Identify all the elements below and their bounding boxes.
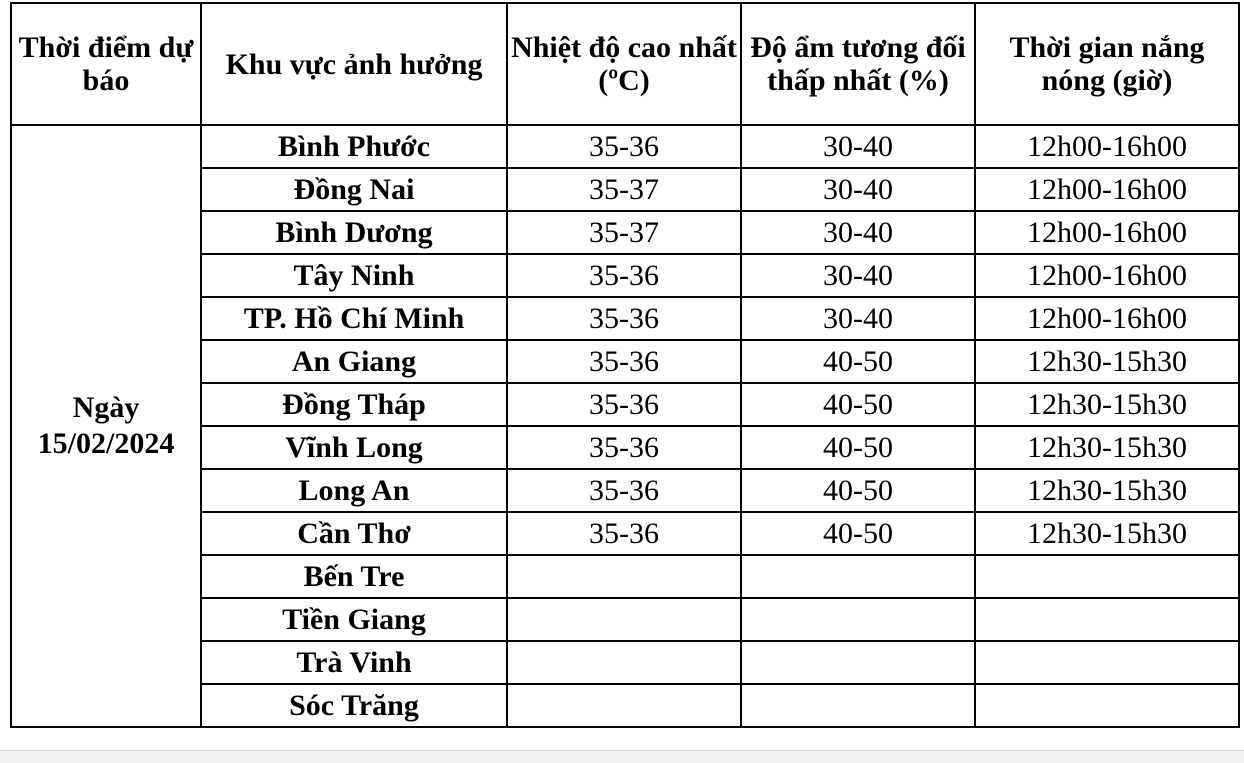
heat-duration-cell: 12h30-15h30 [975,340,1239,383]
heat-duration-cell: 12h30-15h30 [975,426,1239,469]
region-cell: Bình Phước [201,125,507,168]
heat-duration-cell: 12h00-16h00 [975,125,1239,168]
table-body [11,125,1239,727]
header-affected-area: Khu vực ảnh hưởng [201,3,507,125]
min-humidity-cell: 30-40 [741,211,975,254]
heat-duration-cell: 12h30-15h30 [975,383,1239,426]
min-humidity-cell: 40-50 [741,340,975,383]
heat-duration-cell: 12h00-16h00 [975,254,1239,297]
header-heat-duration: Thời gian nắng nóng (giờ) [975,3,1239,125]
min-humidity-cell: 40-50 [741,469,975,512]
min-humidity-cell [741,684,975,727]
max-temperature-cell [507,555,741,598]
min-humidity-cell: 40-50 [741,426,975,469]
heat-duration-cell [975,684,1239,727]
max-temperature-cell: 35-36 [507,297,741,340]
min-humidity-cell: 30-40 [741,254,975,297]
region-cell: Long An [201,469,507,512]
min-humidity-cell [741,641,975,684]
heat-duration-cell: 12h00-16h00 [975,168,1239,211]
min-humidity-cell [741,598,975,641]
max-temperature-cell: 35-36 [507,383,741,426]
table-row [11,125,1239,168]
region-cell: Cần Thơ [201,512,507,555]
region-cell: An Giang [201,340,507,383]
min-humidity-cell: 30-40 [741,125,975,168]
heat-duration-cell [975,598,1239,641]
region-cell: Bến Tre [201,555,507,598]
heat-duration-cell [975,641,1239,684]
heat-duration-cell [975,555,1239,598]
max-temperature-cell: 35-36 [507,469,741,512]
min-humidity-cell [741,555,975,598]
bottom-scroll-strip [0,750,1244,763]
header-min-humidity: Độ ẩm tương đối thấp nhất (%) [741,3,975,125]
region-cell: Tiền Giang [201,598,507,641]
heat-duration-cell: 12h00-16h00 [975,297,1239,340]
max-temperature-cell: 35-36 [507,512,741,555]
table-header-row [11,3,1239,125]
min-humidity-cell: 30-40 [741,297,975,340]
max-temperature-cell: 35-36 [507,426,741,469]
region-cell: Đồng Nai [201,168,507,211]
max-temperature-cell [507,641,741,684]
max-temperature-cell [507,684,741,727]
max-temperature-cell: 35-36 [507,340,741,383]
max-temperature-cell: 35-37 [507,211,741,254]
max-temperature-cell: 35-36 [507,254,741,297]
min-humidity-cell: 40-50 [741,383,975,426]
max-temperature-cell: 35-36 [507,125,741,168]
max-temperature-cell [507,598,741,641]
heat-duration-cell: 12h00-16h00 [975,211,1239,254]
region-cell: Vĩnh Long [201,426,507,469]
heat-forecast-table [10,2,1240,728]
forecast-date-cell: Ngày 15/02/2024 [11,125,201,727]
heat-duration-cell: 12h30-15h30 [975,469,1239,512]
min-humidity-cell: 40-50 [741,512,975,555]
region-cell: Bình Dương [201,211,507,254]
heat-duration-cell: 12h30-15h30 [975,512,1239,555]
region-cell: Đồng Tháp [201,383,507,426]
region-cell: Trà Vinh [201,641,507,684]
header-max-temperature: Nhiệt độ cao nhất (ºC) [507,3,741,125]
region-cell: TP. Hồ Chí Minh [201,297,507,340]
header-forecast-time: Thời điểm dự báo [11,3,201,125]
region-cell: Tây Ninh [201,254,507,297]
max-temperature-cell: 35-37 [507,168,741,211]
region-cell: Sóc Trăng [201,684,507,727]
min-humidity-cell: 30-40 [741,168,975,211]
